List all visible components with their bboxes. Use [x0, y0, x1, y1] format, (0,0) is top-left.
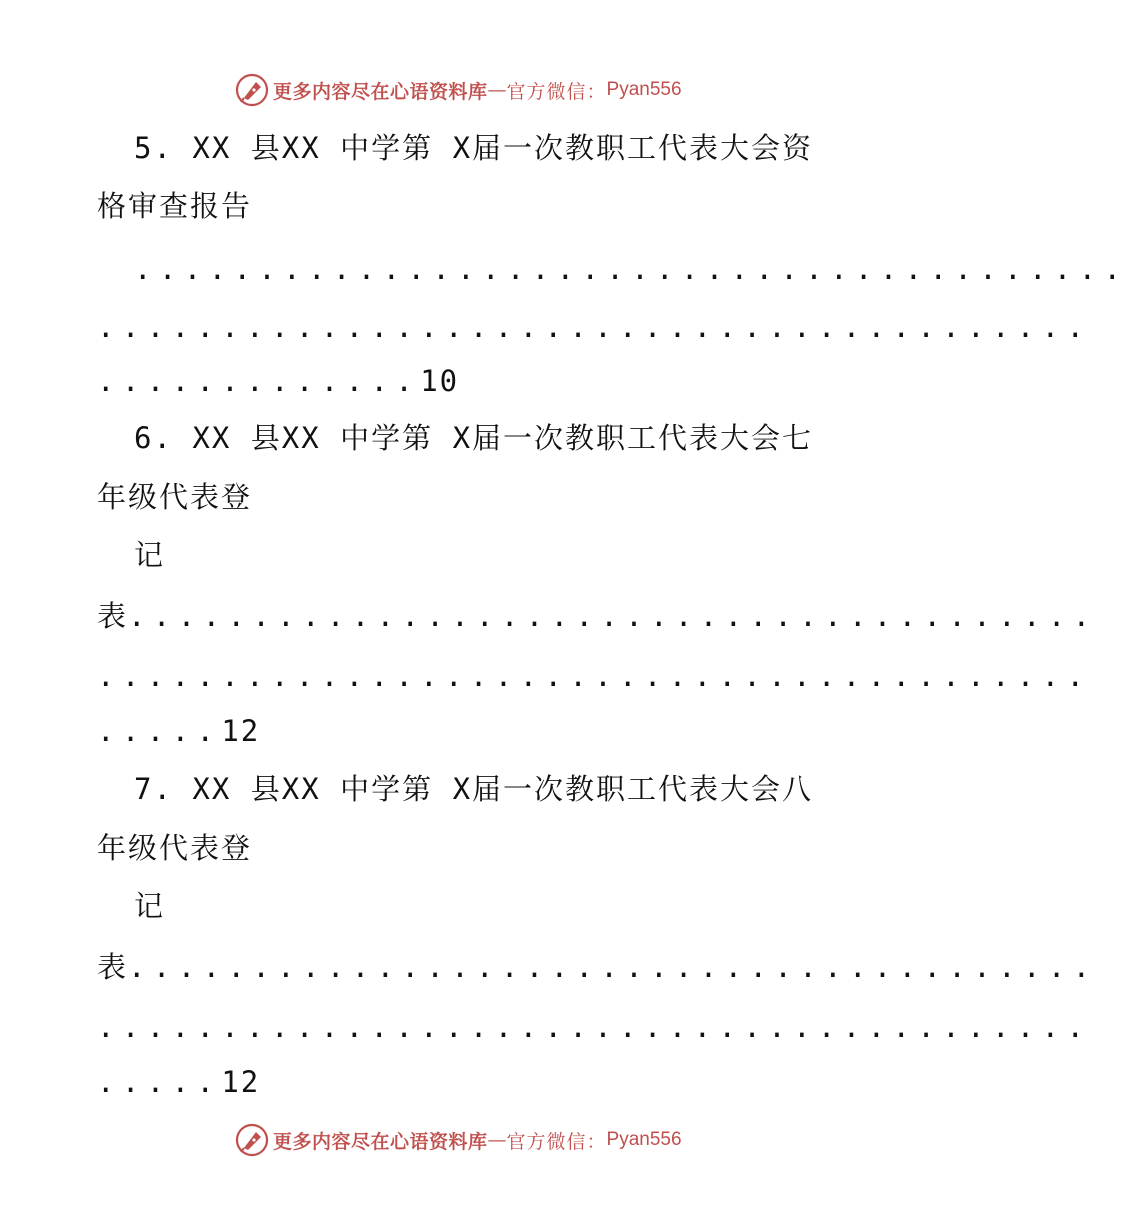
toc-item5-title-line1: 5. XX 县XX 中学第 X届一次教职工代表大会资 — [134, 131, 814, 165]
toc-item7-title-line4 — [97, 947, 1098, 987]
toc-item6-title-line3: 记 — [134, 538, 166, 572]
toc-item6-title-line1: 6. XX 县XX 中学第 X届一次教职工代表大会七 — [134, 421, 814, 455]
toc-item7-leader-dots-3 — [97, 1062, 260, 1102]
banner-sub-text: 官方微信： — [506, 80, 607, 103]
banner-sub-text: 官方微信： — [506, 1130, 607, 1153]
banner-id-text: Pyan556 — [606, 1129, 682, 1150]
banner-separator: — — [487, 1129, 507, 1151]
pen-nib-logo-icon — [235, 1123, 269, 1157]
toc-item5-leader-dots-1: ........................................ — [134, 252, 1128, 286]
toc-item6-title-line4 — [97, 596, 1098, 636]
toc-item7-leader-dots-1: ....................................... — [128, 950, 1098, 984]
banner-main-text: 更多内容尽在心语资料库 — [273, 80, 488, 103]
banner-separator: — — [487, 79, 507, 101]
toc-item5-leader-dots-3 — [97, 361, 459, 401]
toc-item6-leader-dots-3 — [97, 711, 260, 751]
banner-main-text: 更多内容尽在心语资料库 — [273, 1130, 488, 1153]
toc-item7-line4-prefix: 表 — [97, 950, 129, 984]
toc-item6-line4-prefix: 表 — [97, 599, 129, 633]
toc-item7-dots-tail: ..... — [97, 1065, 222, 1099]
pen-nib-logo-icon — [235, 73, 269, 107]
toc-item5-title-line2: 格审查报告 — [97, 189, 253, 223]
toc-item6-title-line2: 年级代表登 — [97, 480, 253, 514]
toc-item7-leader-dots-2: ........................................ — [97, 1010, 1092, 1044]
header-banner — [235, 73, 755, 107]
toc-item5-page-number: 10 — [420, 364, 460, 398]
toc-item6-leader-dots-1: ....................................... — [128, 599, 1098, 633]
toc-item7-page-number: 12 — [221, 1065, 261, 1099]
banner-id-text: Pyan556 — [606, 79, 682, 100]
toc-item7-title-line2: 年级代表登 — [97, 831, 253, 865]
toc-item5-leader-dots-2: ........................................ — [97, 310, 1092, 344]
toc-item7-title-line1: 7. XX 县XX 中学第 X届一次教职工代表大会八 — [134, 772, 814, 806]
toc-item7-title-line3: 记 — [134, 889, 166, 923]
toc-item6-dots-tail: ..... — [97, 714, 222, 748]
footer-banner — [235, 1123, 755, 1157]
toc-item6-leader-dots-2: ........................................ — [97, 659, 1092, 693]
toc-item6-page-number: 12 — [221, 714, 261, 748]
toc-item5-dots-tail: ............. — [97, 364, 421, 398]
